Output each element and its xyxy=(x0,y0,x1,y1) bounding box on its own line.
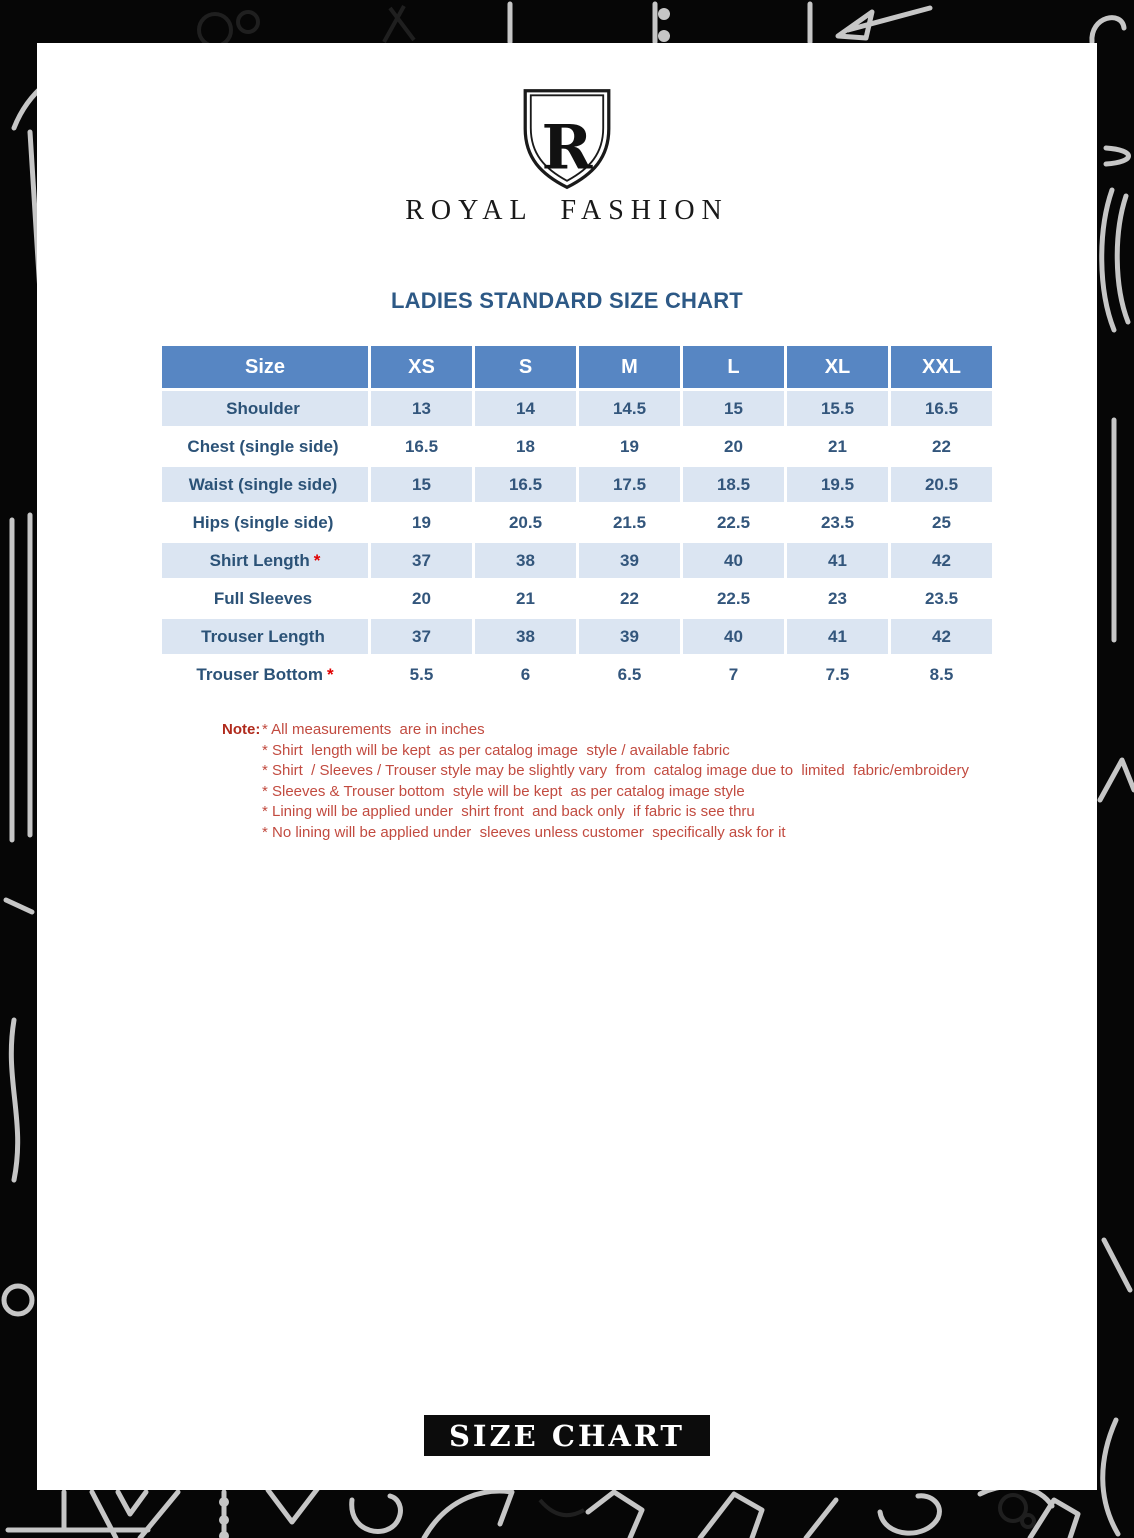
table-row-full-sleeves xyxy=(162,581,992,616)
cell: 17.5 xyxy=(579,467,680,502)
required-star: * xyxy=(326,664,334,684)
cell: 7.5 xyxy=(787,657,888,692)
cell: 20.5 xyxy=(475,505,576,540)
cell: 20.5 xyxy=(891,467,992,502)
table-row-trouser-length xyxy=(162,619,992,654)
note-line: * No lining will be applied under sleeves unless customer specifically ask for it xyxy=(262,823,786,841)
size-chart-banner xyxy=(424,1415,710,1456)
row-label: Trouser Bottom * xyxy=(162,657,368,692)
note-line: * Shirt length will be kept as per catalog image style / available fabric xyxy=(262,741,730,759)
table-row-shoulder xyxy=(162,391,992,426)
cell: 39 xyxy=(579,543,680,578)
cell: 19 xyxy=(371,505,472,540)
column-header-xxl: XXL xyxy=(891,346,992,388)
cell: 14.5 xyxy=(579,391,680,426)
table-row-trouser-bottom xyxy=(162,657,992,692)
cell: 23 xyxy=(787,581,888,616)
row-label: Waist (single side) xyxy=(162,467,368,502)
cell: 21.5 xyxy=(579,505,680,540)
cell: 22.5 xyxy=(683,581,784,616)
cell: 16.5 xyxy=(475,467,576,502)
note-label: Note: xyxy=(222,721,261,738)
table-row-waist xyxy=(162,467,992,502)
column-header-s: S xyxy=(475,346,576,388)
cell: 13 xyxy=(371,391,472,426)
table-header-row xyxy=(162,346,992,388)
cell: 18.5 xyxy=(683,467,784,502)
size-table xyxy=(159,343,995,695)
note-line: * Sleeves & Trouser bottom style will be kept as per catalog image style xyxy=(262,782,745,800)
cell: 16.5 xyxy=(371,429,472,464)
cell: 15 xyxy=(683,391,784,426)
brand-shield-logo xyxy=(520,87,614,191)
cell: 21 xyxy=(475,581,576,616)
cell: 22 xyxy=(891,429,992,464)
banner-label: SIZE CHART xyxy=(448,1418,686,1453)
row-label: Chest (single side) xyxy=(162,429,368,464)
cell: 20 xyxy=(371,581,472,616)
cell: 20 xyxy=(683,429,784,464)
row-label: Hips (single side) xyxy=(162,505,368,540)
cell: 40 xyxy=(683,543,784,578)
required-star: * xyxy=(313,550,321,570)
cell: 25 xyxy=(891,505,992,540)
cell: 15.5 xyxy=(787,391,888,426)
note-line: * Lining will be applied under shirt front and back only if fabric is see thru xyxy=(262,803,755,820)
cell: 41 xyxy=(787,619,888,654)
content-panel xyxy=(37,43,1097,1490)
note-line: * All measurements are in inches xyxy=(262,721,485,738)
note-lines xyxy=(262,720,969,843)
brand-name: ROYAL FASHION xyxy=(405,195,729,226)
column-header-m: M xyxy=(579,346,680,388)
cell: 37 xyxy=(371,543,472,578)
column-header-xl: XL xyxy=(787,346,888,388)
cell: 6.5 xyxy=(579,657,680,692)
cell: 16.5 xyxy=(891,391,992,426)
notes-section xyxy=(222,720,969,843)
cell: 41 xyxy=(787,543,888,578)
cell: 5.5 xyxy=(371,657,472,692)
cell: 38 xyxy=(475,543,576,578)
cell: 7 xyxy=(683,657,784,692)
cell: 8.5 xyxy=(891,657,992,692)
cell: 42 xyxy=(891,543,992,578)
cell: 15 xyxy=(371,467,472,502)
cell: 23.5 xyxy=(787,505,888,540)
cell: 38 xyxy=(475,619,576,654)
brand-monogram: R xyxy=(541,111,593,184)
cell: 19 xyxy=(579,429,680,464)
cell: 40 xyxy=(683,619,784,654)
cell: 42 xyxy=(891,619,992,654)
cell: 6 xyxy=(475,657,576,692)
cell: 14 xyxy=(475,391,576,426)
column-header-size: Size xyxy=(162,346,368,388)
table-row-chest xyxy=(162,429,992,464)
table-row-shirt-length xyxy=(162,543,992,578)
row-label: Shirt Length * xyxy=(162,543,368,578)
row-label: Trouser Length xyxy=(162,619,368,654)
cell: 21 xyxy=(787,429,888,464)
table-row-hips xyxy=(162,505,992,540)
row-label: Full Sleeves xyxy=(162,581,368,616)
row-label: Shoulder xyxy=(162,391,368,426)
column-header-xs: XS xyxy=(371,346,472,388)
note-line: * Shirt / Sleeves / Trouser style may be slightly vary from catalog image due to limited fabric/embroidery xyxy=(262,762,969,779)
cell: 22.5 xyxy=(683,505,784,540)
cell: 22 xyxy=(579,581,680,616)
cell: 39 xyxy=(579,619,680,654)
cell: 19.5 xyxy=(787,467,888,502)
page-title: LADIES STANDARD SIZE CHART xyxy=(391,288,743,313)
cell: 18 xyxy=(475,429,576,464)
cell: 37 xyxy=(371,619,472,654)
cell: 23.5 xyxy=(891,581,992,616)
column-header-l: L xyxy=(683,346,784,388)
